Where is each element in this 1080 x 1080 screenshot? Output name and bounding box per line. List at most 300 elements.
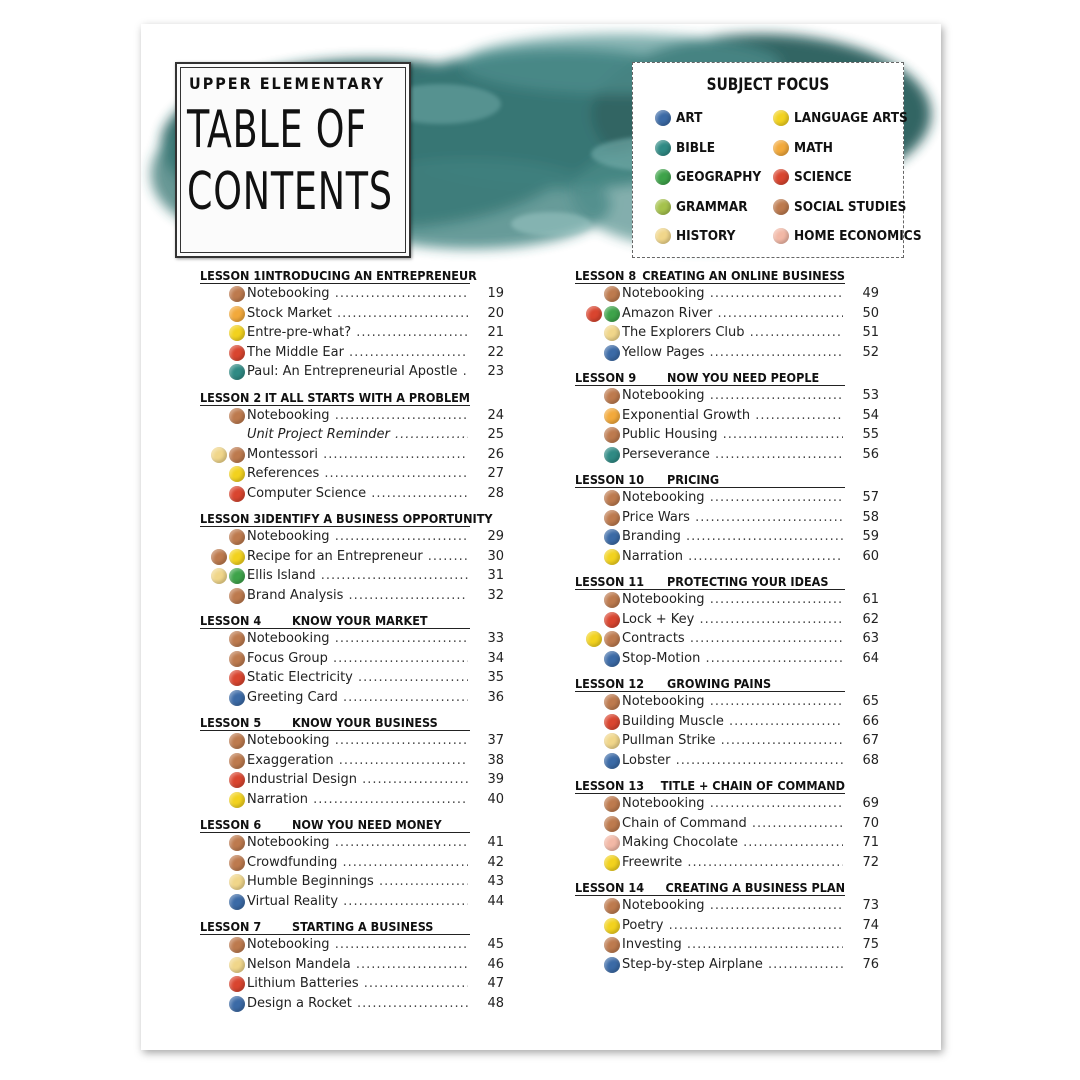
toc-entry[interactable]: [200, 445, 504, 465]
entry-page-number: 25: [470, 427, 504, 442]
lesson-title: INTRODUCING AN ENTREPRENEUR: [261, 268, 477, 283]
toc-entry[interactable]: [575, 814, 879, 834]
lesson-heading[interactable]: [200, 711, 470, 731]
entry-title: Montessori .....: [247, 447, 468, 462]
entry-title: Contracts .....: [622, 631, 843, 646]
entry-page-number: 34: [470, 651, 504, 666]
social-studies-badge-icon: [604, 388, 620, 404]
entry-page-number: 20: [470, 306, 504, 321]
subject-badges: [229, 364, 245, 380]
entry-title: Stock Market .....: [247, 306, 468, 321]
subject-badges: [229, 408, 245, 424]
subject-badges: [604, 447, 620, 463]
science-badge-icon: [773, 169, 789, 185]
social-studies-badge-icon: [604, 490, 620, 506]
language-arts-badge-icon: [229, 466, 245, 482]
entry-page-number: 53: [845, 388, 879, 403]
entry-page-number: 24: [470, 408, 504, 423]
math-badge-icon: [773, 140, 789, 156]
social-studies-badge-icon: [604, 631, 620, 647]
science-badge-icon: [229, 772, 245, 788]
subject-badges: [604, 957, 620, 973]
entry-title: Notebooking .....: [622, 592, 843, 607]
entry-title: Amazon River .....: [622, 306, 843, 321]
entry-title: Nelson Mandela .....: [247, 957, 468, 972]
toc-entry[interactable]: [575, 343, 879, 363]
social-studies-badge-icon: [604, 937, 620, 953]
toc-entry[interactable]: [575, 833, 879, 853]
social-studies-badge-icon: [229, 447, 245, 463]
entry-page-number: 61: [845, 592, 879, 607]
toc-entry[interactable]: [200, 853, 504, 873]
subject-badges: [604, 816, 620, 832]
lesson-block: [200, 386, 504, 504]
math-badge-icon: [604, 408, 620, 424]
language-arts-badge-icon: [773, 110, 789, 126]
toc-entry[interactable]: [200, 994, 504, 1014]
entry-title: Lithium Batteries .....: [247, 976, 468, 991]
geography-badge-icon: [229, 568, 245, 584]
toc-entry[interactable]: [200, 974, 504, 994]
subject-badges: [229, 835, 245, 851]
entry-title: Notebooking .....: [622, 898, 843, 913]
toc-entry[interactable]: [200, 425, 504, 445]
entry-page-number: 29: [470, 529, 504, 544]
entry-page-number: 75: [845, 937, 879, 952]
entry-title: Greeting Card .....: [247, 690, 468, 705]
geography-badge-icon: [604, 306, 620, 322]
entry-page-number: 30: [470, 549, 504, 564]
entry-page-number: 65: [845, 694, 879, 709]
toc-entry[interactable]: [200, 527, 504, 547]
entry-title: Making Chocolate .....: [622, 835, 843, 850]
toc-entry[interactable]: [575, 527, 879, 547]
social-studies-badge-icon: [604, 816, 620, 832]
legend-label: HOME ECONOMICS: [794, 228, 922, 244]
science-badge-icon: [604, 612, 620, 628]
lesson-heading[interactable]: [200, 813, 470, 833]
toc-entry[interactable]: [575, 323, 879, 343]
subject-badges: [604, 592, 620, 608]
entry-page-number: 36: [470, 690, 504, 705]
lesson-heading[interactable]: [575, 774, 845, 794]
entry-title: Focus Group .....: [247, 651, 468, 666]
geography-badge-icon: [655, 169, 671, 185]
entry-page-number: 62: [845, 612, 879, 627]
toc-entry[interactable]: [575, 547, 879, 567]
legend-label: LANGUAGE ARTS: [794, 110, 908, 126]
entry-title: Yellow Pages .....: [622, 345, 843, 360]
history-badge-icon: [211, 568, 227, 584]
lesson-heading[interactable]: [575, 570, 845, 590]
lesson-number: LESSON 11: [575, 574, 645, 589]
toc-entry[interactable]: [575, 629, 879, 649]
social-studies-badge-icon: [604, 796, 620, 812]
toc-entry[interactable]: [575, 853, 879, 873]
entry-page-number: 58: [845, 510, 879, 525]
entry-title: Price Wars .....: [622, 510, 843, 525]
toc-entry[interactable]: [575, 425, 879, 445]
subject-badges: [229, 937, 245, 953]
entry-page-number: 47: [470, 976, 504, 991]
subject-badges: [229, 792, 245, 808]
lesson-title: CREATING AN ONLINE BUSINESS: [642, 268, 845, 283]
entry-title: Crowdfunding .....: [247, 855, 468, 870]
social-studies-badge-icon: [773, 199, 789, 215]
lesson-heading[interactable]: [200, 264, 477, 284]
lesson-number: LESSON 9: [575, 370, 637, 385]
toc-entry[interactable]: [200, 731, 504, 751]
lesson-block: [575, 264, 879, 362]
entry-title: Stop-Motion .....: [622, 651, 843, 666]
document-page: [141, 24, 941, 1050]
subject-badges: [604, 714, 620, 730]
toc-entry[interactable]: [575, 284, 879, 304]
toc-entry[interactable]: [200, 464, 504, 484]
toc-entry[interactable]: [200, 629, 504, 649]
toc-entry[interactable]: [575, 304, 879, 324]
subject-badges: [229, 286, 245, 302]
toc-entry[interactable]: [575, 935, 879, 955]
entry-title: Notebooking .....: [622, 490, 843, 505]
entry-title: Notebooking .....: [247, 529, 468, 544]
entry-title: Branding .....: [622, 529, 843, 544]
entry-title: Ellis Island .....: [247, 568, 468, 583]
entry-page-number: 32: [470, 588, 504, 603]
bible-badge-icon: [655, 140, 671, 156]
toc-entry[interactable]: [200, 935, 504, 955]
toc-entry[interactable]: [200, 892, 504, 912]
entry-title: Notebooking .....: [247, 631, 468, 646]
toc-entry[interactable]: [200, 586, 504, 606]
entry-title: Notebooking .....: [247, 408, 468, 423]
entry-title: Exponential Growth .....: [622, 408, 843, 423]
social-studies-badge-icon: [229, 631, 245, 647]
lesson-number: LESSON 4: [200, 613, 262, 628]
entry-title: Notebooking .....: [622, 286, 843, 301]
lesson-block: [200, 813, 504, 911]
social-studies-badge-icon: [211, 549, 227, 565]
entry-page-number: 54: [845, 408, 879, 423]
subject-badges: [229, 690, 245, 706]
lesson-heading[interactable]: [575, 672, 845, 692]
toc-entry[interactable]: [200, 751, 504, 771]
toc-entry[interactable]: [200, 649, 504, 669]
subject-focus-legend: [632, 62, 922, 258]
grammar-badge-icon: [655, 199, 671, 215]
entry-page-number: 72: [845, 855, 879, 870]
lesson-number: LESSON 5: [200, 715, 262, 730]
title-box: [175, 62, 411, 258]
subject-badges: [604, 529, 620, 545]
toc-entry[interactable]: [200, 343, 504, 363]
entry-title: References .....: [247, 466, 468, 481]
lesson-title: PROTECTING YOUR IDEAS: [667, 574, 829, 589]
toc-entry[interactable]: [575, 751, 879, 771]
subject-badges: [586, 631, 620, 647]
entry-page-number: 55: [845, 427, 879, 442]
lesson-heading[interactable]: [575, 468, 845, 488]
entry-title: Notebooking .....: [622, 388, 843, 403]
lesson-block: [200, 507, 504, 605]
entry-title: Lock + Key .....: [622, 612, 843, 627]
entry-title: Unit Project Reminder .....: [247, 427, 468, 442]
subject-badges: [229, 772, 245, 788]
toc-entry[interactable]: [200, 872, 504, 892]
subject-badges: [604, 937, 620, 953]
lesson-number: LESSON 12: [575, 676, 645, 691]
subject-badges: [229, 529, 245, 545]
lesson-heading[interactable]: [200, 915, 470, 935]
entry-page-number: 26: [470, 447, 504, 462]
lesson-title: CREATING A BUSINESS PLAN: [665, 880, 845, 895]
toc-entry[interactable]: [200, 362, 504, 382]
legend-item: [773, 225, 922, 247]
entry-title: Brand Analysis .....: [247, 588, 468, 603]
legend-label: SOCIAL STUDIES: [794, 198, 907, 215]
entry-page-number: 73: [845, 898, 879, 913]
subject-badges: [229, 996, 245, 1012]
legend-item: [655, 137, 715, 159]
title-line-1: TABLE OF: [187, 100, 368, 160]
entry-page-number: 22: [470, 345, 504, 360]
subject-badges: [229, 733, 245, 749]
toc-entry[interactable]: [575, 590, 879, 610]
language-arts-badge-icon: [229, 792, 245, 808]
entry-title: Notebooking .....: [622, 694, 843, 709]
toc-entry[interactable]: [575, 794, 879, 814]
legend-item: [773, 107, 908, 129]
art-badge-icon: [604, 957, 620, 973]
lesson-number: LESSON 13: [575, 778, 645, 793]
entry-page-number: 38: [470, 753, 504, 768]
subject-badges: [604, 490, 620, 506]
entry-title: Exaggeration .....: [247, 753, 468, 768]
toc-entry[interactable]: [200, 547, 504, 567]
subject-badges: [604, 835, 620, 851]
subject-badges: [604, 918, 620, 934]
entry-title: Poetry .....: [622, 918, 843, 933]
entry-page-number: 21: [470, 325, 504, 340]
entry-page-number: 28: [470, 486, 504, 501]
entry-title: Notebooking .....: [622, 796, 843, 811]
toc-entry[interactable]: [200, 770, 504, 790]
lesson-block: [200, 915, 504, 1013]
lesson-block: [200, 264, 504, 382]
social-studies-badge-icon: [229, 835, 245, 851]
entry-page-number: 51: [845, 325, 879, 340]
lesson-number: LESSON 2: [200, 389, 262, 405]
toc-entry[interactable]: [200, 688, 504, 708]
subject-badges: [229, 957, 245, 973]
home-economics-badge-icon: [604, 835, 620, 851]
entry-page-number: 66: [845, 714, 879, 729]
subject-badges: [604, 855, 620, 871]
toc-entry[interactable]: [200, 566, 504, 586]
entry-page-number: 64: [845, 651, 879, 666]
subtitle: UPPER ELEMENTARY: [189, 74, 386, 93]
toc-entry[interactable]: [200, 406, 504, 426]
entry-page-number: 57: [845, 490, 879, 505]
entry-title: Chain of Command .....: [622, 816, 843, 831]
legend-label: MATH: [794, 139, 833, 156]
history-badge-icon: [655, 228, 671, 244]
entry-title: Virtual Reality .....: [247, 894, 468, 909]
lesson-heading[interactable]: [200, 609, 470, 629]
toc-entry[interactable]: [200, 668, 504, 688]
toc-entry[interactable]: [575, 731, 879, 751]
toc-entry[interactable]: [200, 790, 504, 810]
language-arts-badge-icon: [604, 549, 620, 565]
lesson-heading[interactable]: [575, 876, 845, 896]
toc-entry[interactable]: [200, 955, 504, 975]
legend-label: GEOGRAPHY: [676, 169, 762, 185]
entry-page-number: 45: [470, 937, 504, 952]
toc-entry[interactable]: [575, 488, 879, 508]
subject-badges: [211, 447, 245, 463]
entry-page-number: 49: [845, 286, 879, 301]
art-badge-icon: [604, 529, 620, 545]
entry-page-number: 19: [470, 286, 504, 301]
entry-title: Public Housing .....: [622, 427, 843, 442]
subject-badges: [211, 549, 245, 565]
entry-title: Notebooking .....: [247, 286, 468, 301]
social-studies-badge-icon: [604, 510, 620, 526]
toc-entry[interactable]: [575, 916, 879, 936]
legend-item: [655, 166, 761, 188]
subject-badges: [229, 345, 245, 361]
legend-item: [773, 166, 852, 188]
entry-title: Freewrite .....: [622, 855, 843, 870]
legend-item: [773, 196, 906, 218]
subject-badges: [604, 286, 620, 302]
toc-entry[interactable]: [575, 508, 879, 528]
toc-entry[interactable]: [575, 896, 879, 916]
science-badge-icon: [604, 714, 620, 730]
entry-page-number: 76: [845, 957, 879, 972]
entry-title: Notebooking .....: [247, 733, 468, 748]
toc-entry[interactable]: [575, 692, 879, 712]
subject-badges: [604, 408, 620, 424]
lesson-block: [575, 468, 879, 566]
lesson-block: [200, 609, 504, 707]
toc-entry[interactable]: [575, 445, 879, 465]
entry-page-number: 50: [845, 306, 879, 321]
entry-title: Investing .....: [622, 937, 843, 952]
entry-page-number: 48: [470, 996, 504, 1011]
social-studies-badge-icon: [604, 286, 620, 302]
entry-title: Pullman Strike .....: [622, 733, 843, 748]
history-badge-icon: [229, 957, 245, 973]
toc-entry[interactable]: [575, 712, 879, 732]
entry-page-number: 59: [845, 529, 879, 544]
entry-page-number: 60: [845, 549, 879, 564]
lesson-title: NOW YOU NEED PEOPLE: [667, 370, 820, 385]
social-studies-badge-icon: [229, 408, 245, 424]
toc-entry[interactable]: [200, 323, 504, 343]
subject-badges: [604, 898, 620, 914]
toc-entry[interactable]: [575, 610, 879, 630]
entry-title: Computer Science .....: [247, 486, 468, 501]
title-line-2: CONTENTS: [187, 162, 393, 222]
legend-title: SUBJECT FOCUS: [706, 75, 830, 95]
entry-title: Narration .....: [622, 549, 843, 564]
language-arts-badge-icon: [229, 325, 245, 341]
lesson-block: [575, 366, 879, 464]
toc-entry[interactable]: [200, 304, 504, 324]
lessons-column-right: [575, 264, 879, 978]
lesson-block: [575, 570, 879, 668]
subject-badges: [229, 631, 245, 647]
toc-entry[interactable]: [200, 284, 504, 304]
lesson-title: IDENTIFY A BUSINESS OPPORTUNITY: [261, 511, 493, 526]
legend-label: GRAMMAR: [676, 198, 748, 215]
toc-entry[interactable]: [575, 386, 879, 406]
entry-page-number: 40: [470, 792, 504, 807]
language-arts-badge-icon: [604, 918, 620, 934]
lesson-heading[interactable]: [200, 386, 470, 406]
toc-entry[interactable]: [575, 406, 879, 426]
legend-label: SCIENCE: [794, 169, 852, 185]
lesson-title: STARTING A BUSINESS: [292, 919, 434, 934]
entry-title: Lobster .....: [622, 753, 843, 768]
subject-badges: [229, 855, 245, 871]
entry-page-number: 71: [845, 835, 879, 850]
art-badge-icon: [229, 690, 245, 706]
language-arts-badge-icon: [604, 855, 620, 871]
subject-badges: [211, 568, 245, 584]
entry-page-number: 42: [470, 855, 504, 870]
lesson-block: [200, 711, 504, 809]
art-badge-icon: [604, 345, 620, 361]
entry-title: Building Muscle .....: [622, 714, 843, 729]
entry-page-number: 68: [845, 753, 879, 768]
legend-label: HISTORY: [676, 228, 736, 244]
entry-title: Industrial Design .....: [247, 772, 468, 787]
lesson-heading[interactable]: [575, 366, 845, 386]
subject-badges: [229, 466, 245, 482]
legend-item: [655, 196, 748, 218]
subject-badges: [586, 306, 620, 322]
entry-page-number: 37: [470, 733, 504, 748]
math-badge-icon: [229, 306, 245, 322]
subject-badges: [604, 345, 620, 361]
lesson-heading[interactable]: [200, 507, 493, 527]
social-studies-badge-icon: [229, 651, 245, 667]
subject-badges: [604, 388, 620, 404]
lesson-heading[interactable]: [575, 264, 845, 284]
language-arts-badge-icon: [586, 631, 602, 647]
entry-title: Notebooking .....: [247, 937, 468, 952]
art-badge-icon: [229, 996, 245, 1012]
toc-entry[interactable]: [200, 833, 504, 853]
subject-badges: [229, 894, 245, 910]
toc-entry[interactable]: [575, 955, 879, 975]
subject-badges: [604, 651, 620, 667]
subject-badges: [604, 733, 620, 749]
entry-title: Perseverance .....: [622, 447, 843, 462]
subject-badges: [229, 651, 245, 667]
subject-badges: [604, 796, 620, 812]
entry-title: Step-by-step Airplane .....: [622, 957, 843, 972]
toc-entry[interactable]: [575, 649, 879, 669]
legend-item: [655, 107, 702, 129]
science-badge-icon: [586, 306, 602, 322]
lesson-number: LESSON 14: [575, 880, 645, 895]
entry-title: Notebooking .....: [247, 835, 468, 850]
toc-entry[interactable]: [200, 484, 504, 504]
subject-badges: [604, 612, 620, 628]
